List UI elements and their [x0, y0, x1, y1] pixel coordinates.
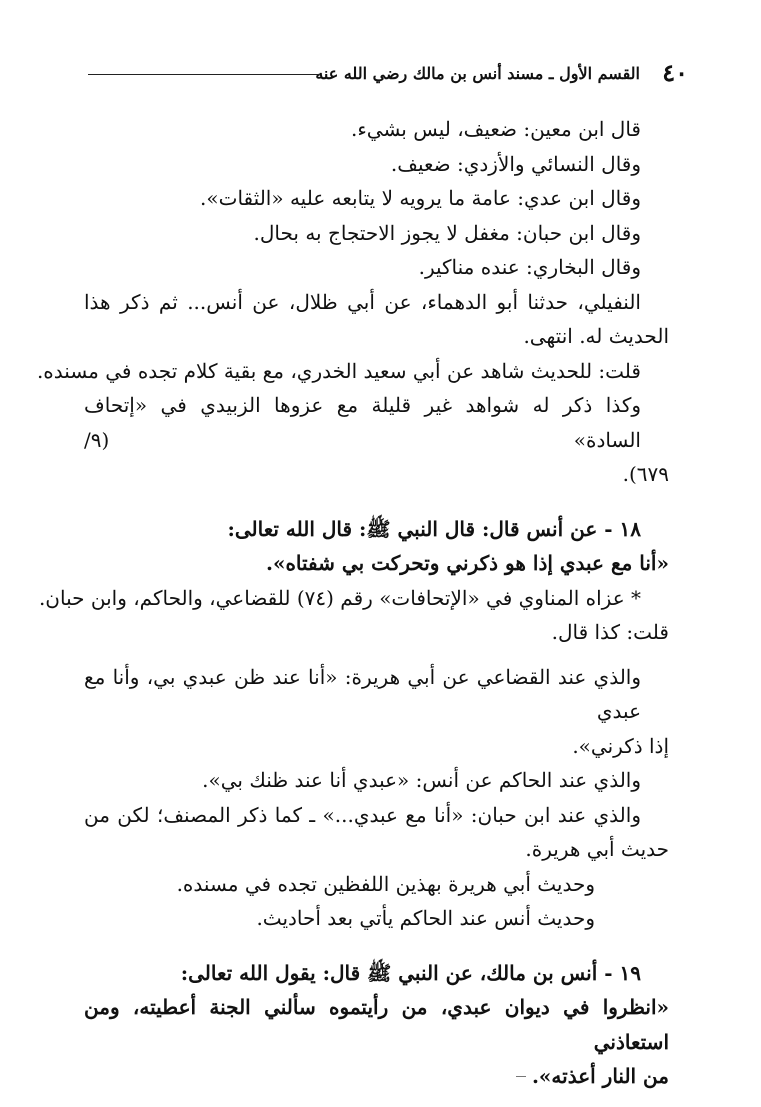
- page-number: ٤٠: [662, 58, 688, 87]
- text-line: وكذا ذكر له شواهد غير قليلة مع عزوها الزبيدي في «إتحاف السادة» (٩/: [84, 393, 641, 452]
- hadith-heading: ١٨ - عن أنس قال: قال النبي ﷺ: قال الله تعالى:: [227, 516, 641, 541]
- text-line: ٦٧٩).: [622, 462, 669, 486]
- hadith-text: من النار أعذته».: [531, 1064, 669, 1088]
- section-gap: [84, 492, 669, 512]
- text-line: وقال النسائي والأزدي: ضعيف.: [390, 151, 641, 176]
- hadith-heading: ١٩ - أنس بن مالك، عن النبي ﷺ قال: يقول الله تعالى:: [180, 960, 641, 985]
- text-line: والذي عند القضاعي عن أبي هريرة: «أنا عند ظن عبدي بي، وأنا مع عبدي: [84, 664, 641, 723]
- text-line: * عزاه المناوي في «الإتحافات» رقم (٧٤) للقضاعي، والحاكم، وابن حبان.: [38, 585, 641, 610]
- paragraph-gap: [84, 650, 669, 660]
- page-header: [88, 58, 688, 94]
- text-line: الحديث له. انتهى.: [523, 324, 669, 348]
- text-line: قلت: كذا قال.: [551, 620, 669, 644]
- section-gap: [84, 936, 669, 956]
- text-line: النفيلي، حدثنا أبو الدهماء، عن أبي ظلال، عن أنس... ثم ذكر هذا: [84, 289, 641, 314]
- text-line: والذي عند ابن حبان: «أنا مع عبدي...» ـ كما ذكر المصنف؛ لكن من: [84, 802, 641, 827]
- body-text: [36, 112, 669, 1094]
- text-line: وقال ابن حبان: مغفل لا يجوز الاحتجاج به بحال.: [253, 220, 641, 245]
- text-line: حديث أبي هريرة.: [525, 837, 669, 861]
- running-title: القسم الأول ـ مسند أنس بن مالك رضي الله عنه: [315, 64, 640, 83]
- text-line: وقال ابن عدي: عامة ما يرويه لا يتابعه عليه «الثقات».: [200, 186, 641, 210]
- text-line: وحديث أنس عند الحاكم يأتي بعد أحاديث.: [256, 906, 595, 930]
- text-line: إذا ذكرني».: [572, 733, 669, 758]
- hadith-text: «أنا مع عبدي إذا هو ذكرني وتحركت بي شفتاه».: [265, 551, 669, 575]
- text-line: وقال البخاري: عنده مناكير.: [418, 255, 641, 279]
- footer-mark: [516, 1076, 526, 1077]
- text-line: قلت: للحديث شاهد عن أبي سعيد الخدري، مع بقية كلام تجده في مسنده.: [36, 358, 641, 383]
- text-line: وحديث أبي هريرة بهذين اللفظين تجده في مسنده.: [176, 871, 595, 896]
- header-rule: [88, 74, 320, 75]
- text-line: قال ابن معين: ضعيف، ليس بشيء.: [351, 117, 641, 141]
- text-line: والذي عند الحاكم عن أنس: «عبدي أنا عند ظنك بي».: [202, 768, 641, 792]
- hadith-text: «انظروا في ديوان عبدي، من رأيتموه سألني الجنة أعطيته، ومن استعاذني: [84, 995, 669, 1054]
